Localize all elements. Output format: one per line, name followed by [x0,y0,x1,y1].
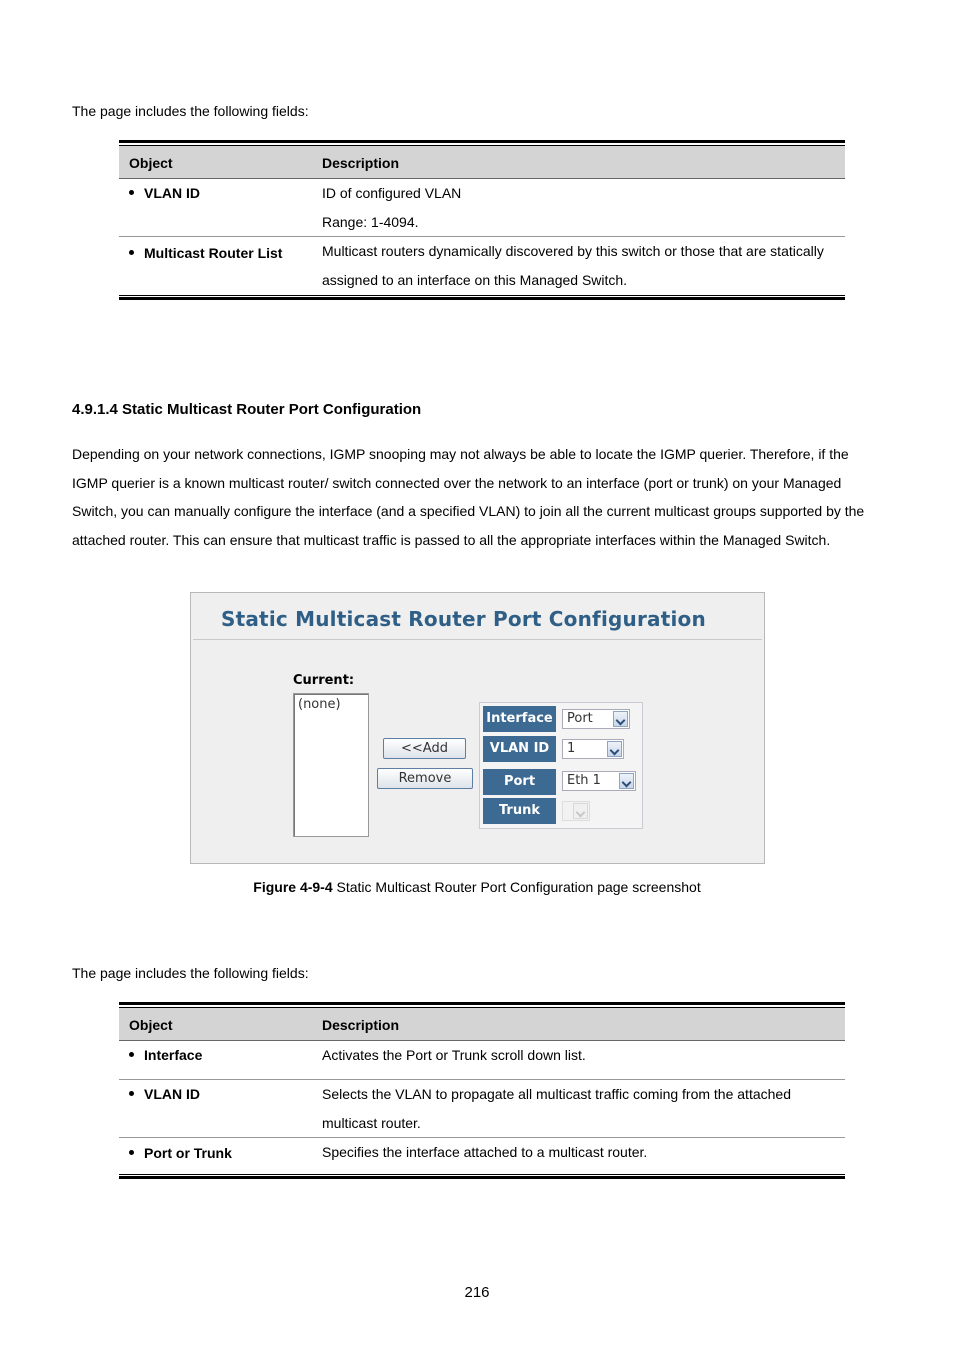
object-description: Multicast routers dynamically discovered by this switch or those that are statically assigned to an interface on this Managed Switch. [322,243,824,288]
object-name: Multicast Router List [129,245,282,261]
object-description: Activates the Port or Trunk scroll down list. [322,1047,586,1063]
vlan-id-select[interactable]: 1 [562,739,624,759]
header-object: Object [129,155,173,171]
bullet-icon [129,250,134,255]
table-row [119,1138,845,1174]
chevron-down-icon[interactable] [613,711,628,727]
header-description: Description [322,1017,400,1033]
chevron-down-icon [573,803,588,819]
add-button[interactable]: <<Add [383,738,466,759]
interface-label: Interface [483,706,556,732]
bullet-icon [129,1052,134,1057]
table-row [119,1041,845,1080]
vlan-id-label: VLAN ID [483,736,556,762]
fields-table-1 [119,140,845,300]
bullet-icon [129,1150,134,1155]
interface-controls [479,702,643,829]
intro-text: The page includes the following fields: [72,103,309,119]
port-select[interactable]: Eth 1 [562,771,636,791]
page-number: 216 [464,1284,490,1301]
table-row [119,1080,845,1138]
table-header [119,1008,845,1041]
port-label: Port [483,769,556,795]
figure-caption: Figure 4-9-4 Static Multicast Router Port Configuration page screenshot [253,879,701,895]
header-object: Object [129,1017,173,1033]
bullet-icon [129,1091,134,1096]
object-name: VLAN ID [129,1086,200,1102]
object-name: Interface [129,1047,202,1063]
remove-button[interactable]: Remove [377,768,473,789]
body-paragraph: Depending on your network connections, IGMP snooping may not always be able to locate the IGMP querier. Therefore, if the IGMP querier is a known multicast router/ switch connected over the network to an interface (port or trunk) on your Managed Switch, you can manually configure the interface (and a specified VLAN) to join all the current multicast groups supported by the attached router. This can ensure that multicast traffic is passed to all the appropriate interfaces within the Managed Switch. [72,446,865,549]
header-description: Description [322,155,400,171]
current-list[interactable] [293,693,369,837]
table-row [119,237,845,295]
current-label: Current: [293,673,355,688]
object-description: ID of configured VLAN Range: 1-4094. [322,185,462,230]
trunk-select[interactable] [562,801,590,821]
object-name: Port or Trunk [129,1145,232,1161]
trunk-label: Trunk [483,798,556,824]
current-list-item[interactable]: (none) [298,697,341,712]
intro-text: The page includes the following fields: [72,965,309,981]
section-title: 4.9.1.4 Static Multicast Router Port Configuration [72,401,422,418]
title-divider [193,639,762,640]
object-name: VLAN ID [129,185,200,201]
object-description: Specifies the interface attached to a multicast router. [322,1144,648,1160]
chevron-down-icon[interactable] [619,773,634,789]
bullet-icon [129,190,134,195]
chevron-down-icon[interactable] [607,741,622,757]
interface-select[interactable]: Port [562,709,630,729]
screenshot-title: Static Multicast Router Port Configuration [221,607,706,631]
config-screenshot [190,592,765,864]
table-row [119,179,845,237]
fields-table-2 [119,1002,845,1179]
object-description: Selects the VLAN to propagate all multicast traffic coming from the attached multicast router. [322,1086,791,1131]
table-header [119,146,845,179]
